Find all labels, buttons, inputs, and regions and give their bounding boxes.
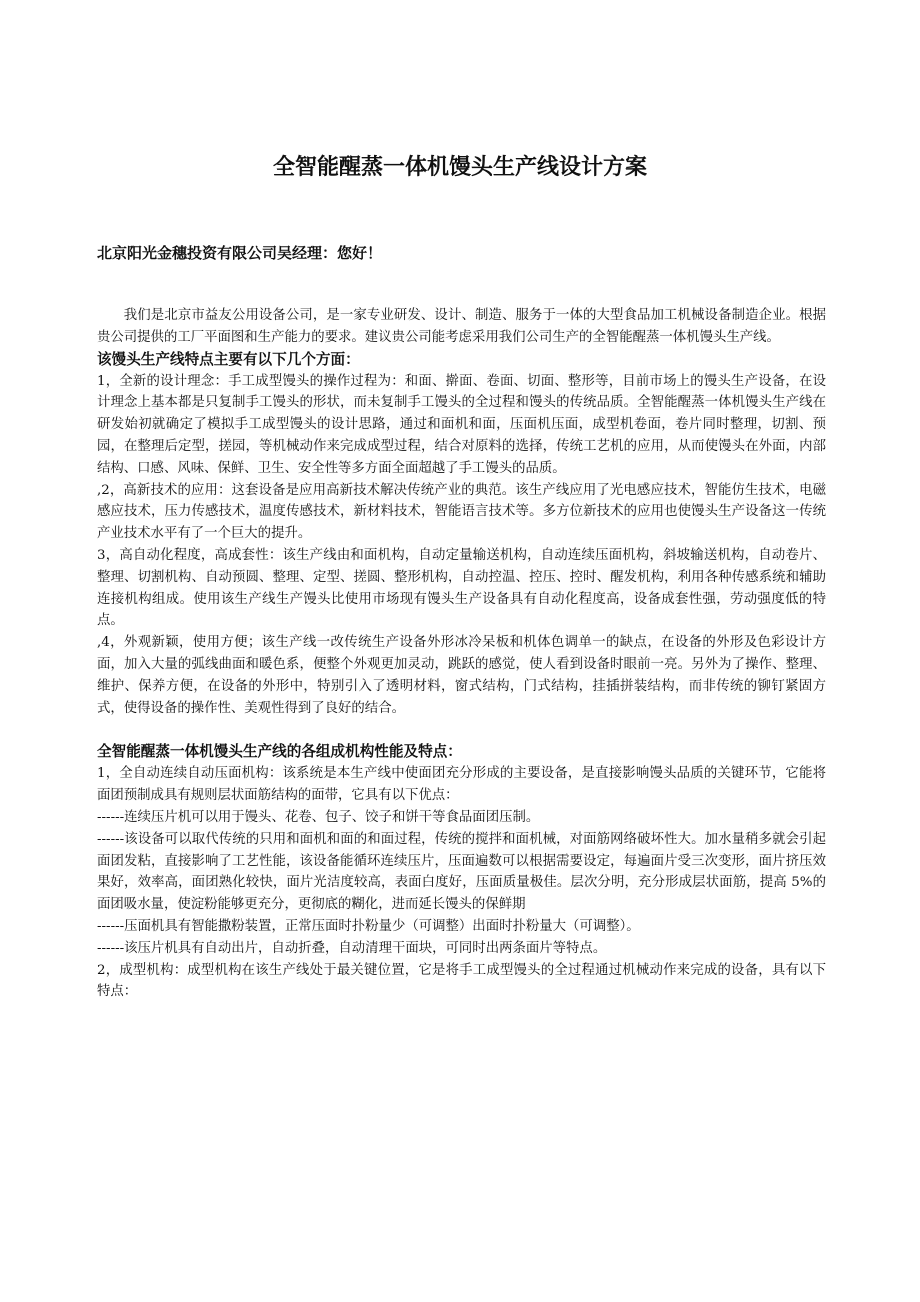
feature-paragraph: ,2，高新技术的应用：这套设备是应用高新技术解决传统产业的典范。该生产线应用了光电感应技术，智能仿生技术，电磁感应技术，压力传感技术，温度传感技术，新材料技术，智能语言技术等。多方位新技术的应用也使馒头生产设备这一传统产业技术水平有了一个巨大的提升。 bbox=[97, 482, 826, 542]
component-paragraph: 2，成型机构：成型机构在该生产线处于最关键位置，它是将手工成型馒头的全过程通过机械动作来完成的设备，具有以下特点： bbox=[97, 962, 826, 1000]
document-body bbox=[97, 305, 826, 1003]
component-paragraph: ------压面机具有智能撒粉装置，正常压面时扑粉量少（可调整）出面时扑粉量大（可调整）。 bbox=[97, 918, 640, 934]
section-heading-components: 全智能醒蒸一体机馒头生产线的各组成机构性能及特点： bbox=[97, 743, 462, 761]
document-title: 全智能醒蒸一体机馒头生产线设计方案 bbox=[272, 155, 647, 180]
intro-paragraph: 我们是北京市益友公用设备公司，是一家专业研发、设计、制造、服务于一体的大型食品加工机械设备制造企业。根据贵公司提供的工厂平面图和生产能力的要求。建议贵公司能考虑采用我们公司生产的全智能醒蒸一体机馒头生产线。 bbox=[97, 308, 826, 345]
component-paragraph: ------该设备可以取代传统的只用和面机和面的和面过程，传统的搅拌和面机械，对面筋网络破坏性大。加水量稍多就会引起面团发粘，直接影响了工艺性能，该设备能循环连续压片，压面遍数可以根据需要设定，每遍面片受三次变形，面片挤压效果好，效率高，面团熟化较快，面片光洁度较高，表面白度好，压面质量极佳。层次分明，充分形成层状面筋，提高 5%的面团吸水量，使淀粉能够更充分，更彻底的糊化，进而延长馒头的保鲜期 bbox=[97, 831, 826, 913]
component-paragraph: ------该压片机具有自动出片，自动折叠，自动清理干面块，可同时出两条面片等特点。 bbox=[97, 940, 607, 956]
component-paragraph: ------连续压片机可以用于馒头、花卷、包子、饺子和饼干等食品面团压制。 bbox=[97, 809, 540, 825]
feature-paragraph: ,4，外观新颖，使用方便；该生产线一改传统生产设备外形冰冷呆板和机体色调单一的缺点，在设备的外形及色彩设计方面，加入大量的弧线曲面和暖色系，便整个外观更加灵动，跳跃的感觉，使人看到设备时眼前一亮。另外为了操作、整理、维护、保养方便，在设备的外形中，特别引入了透明材料，窗式结构，门式结构，挂插拼装结构，而非传统的铆钉紧固方式，使得设备的操作性、美观性得到了良好的结合。 bbox=[97, 635, 826, 716]
salutation: 北京阳光金穗投资有限公司吴经理：您好！ bbox=[97, 244, 383, 262]
feature-paragraph: 1，全新的设计理念：手工成型馒头的操作过程为：和面、擀面、卷面、切面、整形等，目前市场上的馒头生产设备，在设计理念上基本都是只复制手工馒头的形状，而未复制手工馒头的全过程和馒头的传统品质。全智能醒蒸一体机馒头生产线在研发始初就确定了模拟手工成型馒头的设计思路，通过和面机和面，压面机压面，成型机卷面，卷片同时整理，切割、预园，在整理后定型，搓园，等机械动作来完成成型过程，结合对原料的选择，传统工艺机的应用，从而使馒头在外面，内部结构、口感、风味、保鲜、卫生、安全性等多方面全面超越了手工馒头的品质。 bbox=[97, 373, 826, 476]
feature-paragraph: 3，高自动化程度，高成套性：该生产线由和面机构，自动定量输送机构，自动连续压面机构，斜坡输送机构，自动卷片、整理、切割机构、自动预圆、整理、定型、搓圆、整形机构，自动控温、控压、控时、醒发机构，利用各种传感系统和辅助连接机构组成。使用该生产线生产馒头比使用市场现有馒头生产设备具有自动化程度高，设备成套性强，劳动强度低的特点。 bbox=[97, 547, 826, 629]
section-heading-features: 该馒头生产线特点主要有以下几个方面： bbox=[97, 350, 360, 368]
component-paragraph: 1，全自动连续自动压面机构：该系统是本生产线中使面团充分形成的主要设备，是直接影响馒头品质的关键环节，它能将面团预制成具有规则层状面筋结构的面带，它具有以下优点： bbox=[97, 766, 826, 804]
spacer bbox=[97, 719, 826, 741]
